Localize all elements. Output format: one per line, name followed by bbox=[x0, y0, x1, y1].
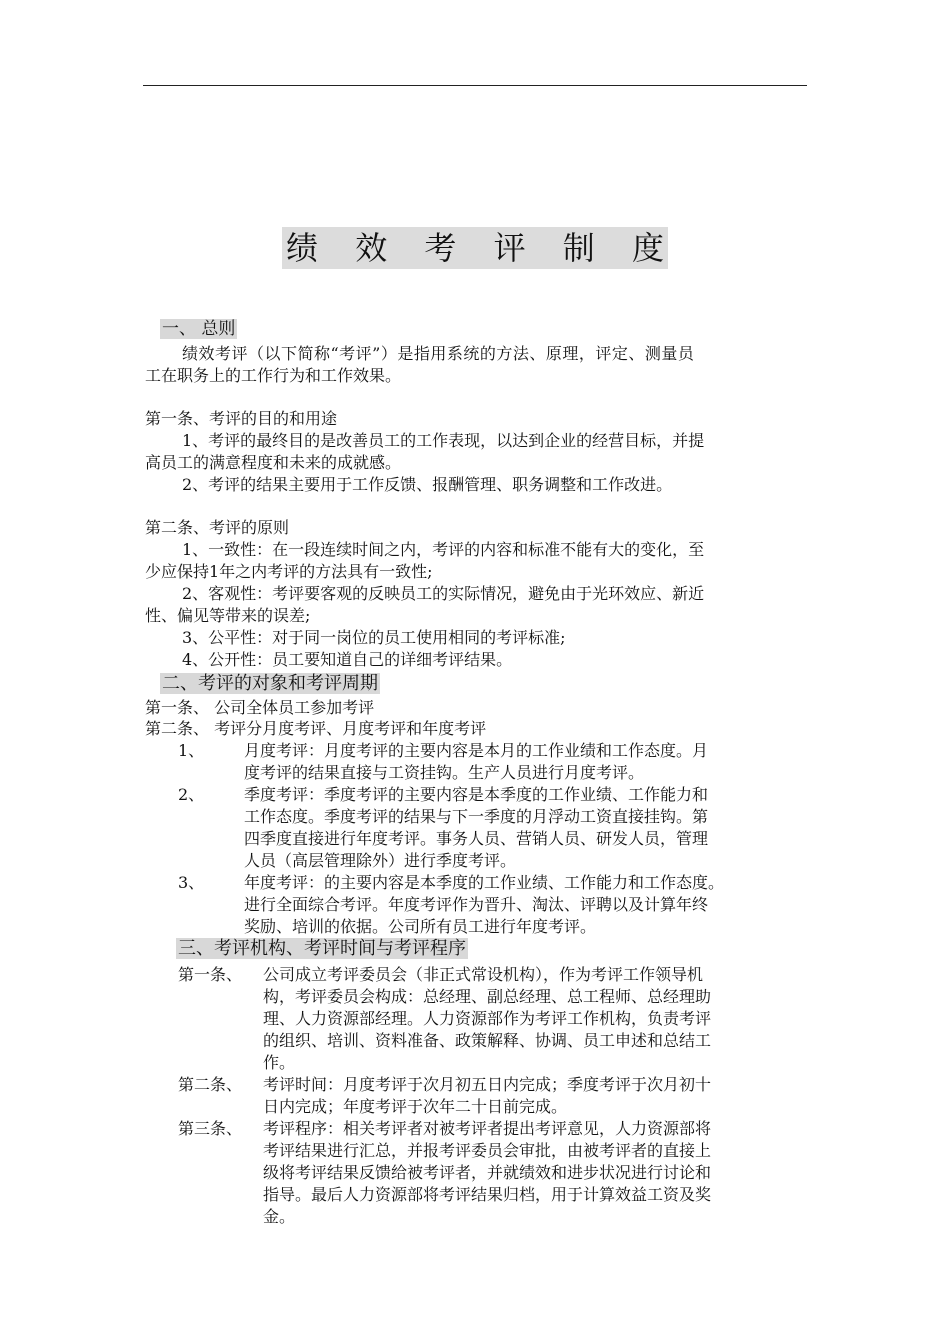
paragraph-line: 高员工的满意程度和未来的成就感。 bbox=[145, 453, 402, 472]
paragraph-line: 指导。最后人力资源部将考评结果归档，用于计算效益工资及奖 bbox=[263, 1185, 712, 1204]
paragraph-line: 2、考评的结果主要用于工作反馈、报酬管理、职务调整和工作改进。 bbox=[182, 475, 673, 494]
paragraph-line: 构，考评委员会构成：总经理、副总经理、总工程师、总经理助 bbox=[263, 987, 712, 1006]
paragraph-line: 4、公开性：员工要知道自己的详细考评结果。 bbox=[182, 650, 513, 669]
article-title: 第一条、考评的目的和用途 bbox=[145, 409, 338, 428]
paragraph-line: 性、偏见等带来的误差; bbox=[145, 606, 311, 625]
paragraph-line: 少应保持1年之内考评的方法具有一致性; bbox=[145, 562, 433, 581]
paragraph-line: 考评时间：月度考评于次月初五日内完成；季度考评于次月初十 bbox=[263, 1075, 712, 1094]
item-number: 2、 bbox=[178, 785, 205, 804]
section-heading-organization: 三、考评机构、考评时间与考评程序 bbox=[178, 938, 466, 959]
title-char: 度 bbox=[631, 229, 664, 267]
title-char: 绩 bbox=[286, 229, 319, 267]
paragraph-line: 理、人力资源部经理。人力资源部作为考评工作机构，负责考评 bbox=[263, 1009, 712, 1028]
paragraph-line: 工作态度。季度考评的结果与下一季度的月浮动工资直接挂钩。第 bbox=[244, 807, 709, 826]
article-title: 第二条、考评的原则 bbox=[145, 518, 290, 537]
paragraph-line: 2、客观性：考评要客观的反映员工的实际情况，避免由于光环效应、新近 bbox=[182, 584, 705, 603]
article-label: 第二条、 bbox=[178, 1075, 243, 1094]
article-label: 第三条、 bbox=[178, 1119, 243, 1138]
paragraph-line: 四季度直接进行年度考评。事务人员、营销人员、研发人员，管理 bbox=[244, 829, 709, 848]
paragraph-line: 公司成立考评委员会（非正式常设机构），作为考评工作领导机 bbox=[263, 965, 704, 984]
paragraph-line: 考评程序：相关考评者对被考评者提出考评意见，人力资源部将 bbox=[263, 1119, 712, 1138]
paragraph-line: 考评结果进行汇总，并报考评委员会审批，由被考评者的直接上 bbox=[263, 1141, 712, 1160]
article-line: 第一条、 公司全体员工参加考评 bbox=[145, 698, 375, 717]
paragraph-line: 月度考评：月度考评的主要内容是本月的工作业绩和工作态度。月 bbox=[244, 741, 709, 760]
header-rule bbox=[143, 85, 807, 86]
paragraph-line: 季度考评：季度考评的主要内容是本季度的工作业绩、工作能力和 bbox=[244, 785, 709, 804]
item-number: 1、 bbox=[178, 741, 205, 760]
article-label: 第一条、 bbox=[178, 965, 243, 984]
title-char: 制 bbox=[562, 229, 595, 267]
title-char: 评 bbox=[493, 229, 526, 267]
paragraph-line: 1、一致性：在一段连续时间之内，考评的内容和标准不能有大的变化，至 bbox=[182, 540, 705, 559]
paragraph-line: 作。 bbox=[263, 1053, 296, 1072]
article-line: 第二条、 考评分月度考评、月度考评和年度考评 bbox=[145, 719, 487, 738]
paragraph-line: 人员（高层管理除外）进行季度考评。 bbox=[244, 851, 517, 870]
paragraph-line: 的组织、培训、资料准备、政策解释、协调、员工申述和总结工 bbox=[263, 1031, 712, 1050]
item-number: 3、 bbox=[178, 873, 205, 892]
section-heading-general: 一、 总则 bbox=[162, 319, 236, 339]
paragraph-line: 3、公平性：对于同一岗位的员工使用相同的考评标准; bbox=[182, 628, 566, 647]
paragraph-line: 1、考评的最终目的是改善员工的工作表现，以达到企业的经营目标，并提 bbox=[182, 431, 705, 450]
paragraph-line: 绩效考评（以下简称“考评”）是指用系统的方法、原理，评定、测量员 bbox=[182, 344, 695, 363]
paragraph-line: 度考评的结果直接与工资挂钩。生产人员进行月度考评。 bbox=[244, 763, 645, 782]
paragraph-line: 进行全面综合考评。年度考评作为晋升、淘汰、评聘以及计算年终 bbox=[244, 895, 709, 914]
paragraph-line: 年度考评：的主要内容是本季度的工作业绩、工作能力和工作态度。 bbox=[244, 873, 725, 892]
section-heading-objects: 二、考评的对象和考评周期 bbox=[162, 673, 378, 694]
paragraph-line: 工在职务上的工作行为和工作效果。 bbox=[145, 366, 402, 385]
document-title bbox=[282, 227, 668, 269]
title-char: 考 bbox=[424, 229, 457, 267]
paragraph-line: 金。 bbox=[263, 1207, 296, 1226]
paragraph-line: 级将考评结果反馈给被考评者，并就绩效和进步状况进行讨论和 bbox=[263, 1163, 712, 1182]
paragraph-line: 奖励、培训的依据。公司所有员工进行年度考评。 bbox=[244, 917, 597, 936]
title-char: 效 bbox=[355, 229, 388, 267]
paragraph-line: 日内完成；年度考评于次年二十日前完成。 bbox=[263, 1097, 568, 1116]
